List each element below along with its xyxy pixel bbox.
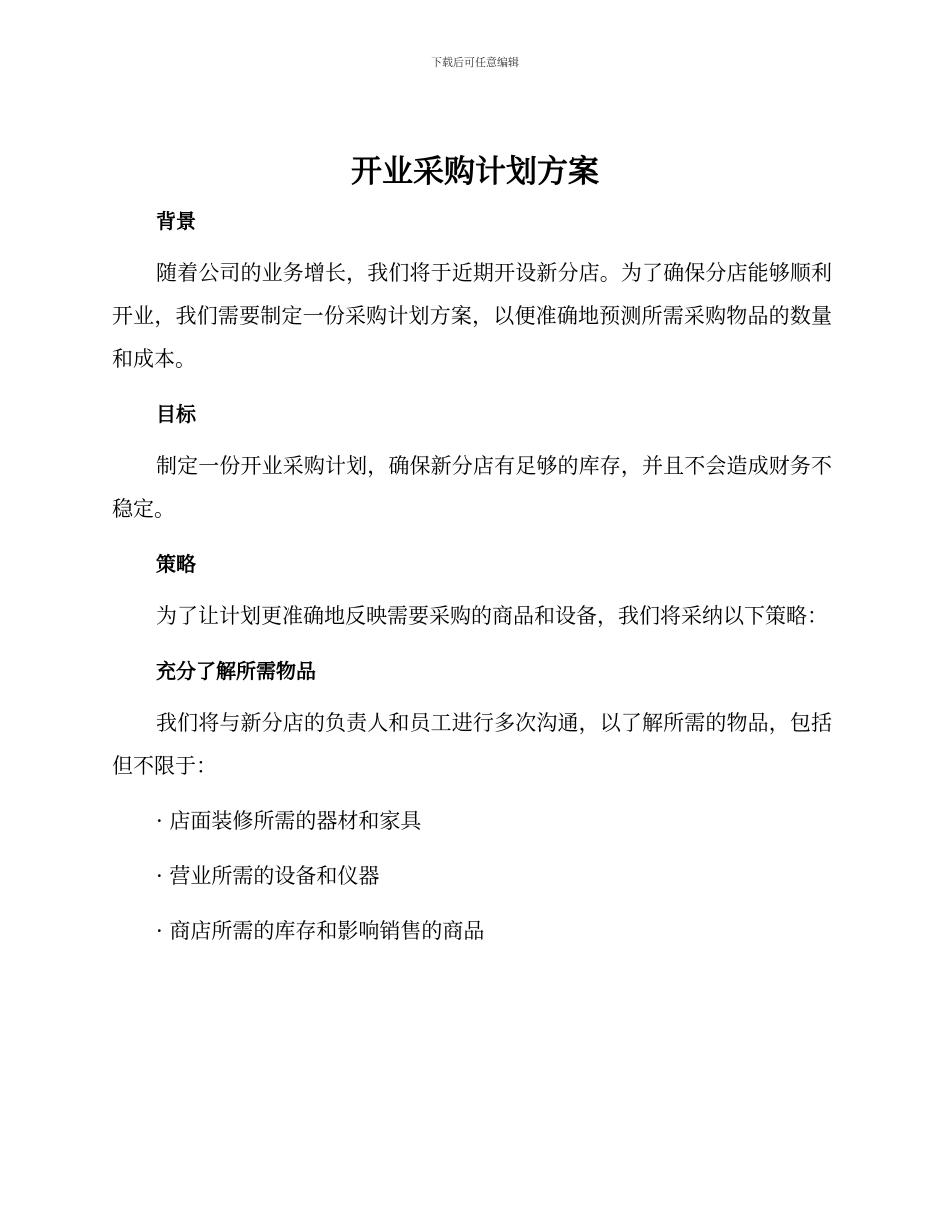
- section-background: [112, 200, 832, 381]
- document-body: [112, 200, 832, 953]
- section-goal: [112, 393, 832, 531]
- section-paragraph-understand-needs: 我们将与新分店的负责人和员工进行多次沟通，以了解所需的物品，包括但不限于：: [112, 711, 832, 778]
- section-understand-needs: [112, 650, 832, 953]
- list-item: · 商店所需的库存和影响销售的商品: [156, 919, 485, 943]
- section-paragraph-background: 随着公司的业务增长，我们将于近期开设新分店。为了确保分店能够顺利开业，我们需要制定一份采购计划方案，以便准确地预测所需采购物品的数量和成本。: [112, 261, 832, 371]
- document-title: 开业采购计划方案: [351, 154, 599, 190]
- list-item: · 营业所需的设备和仪器: [156, 864, 380, 888]
- section-strategy: [112, 543, 832, 638]
- header-note: 下载后可任意编辑: [431, 56, 519, 69]
- section-heading-understand-needs: 充分了解所需物品: [156, 659, 316, 683]
- section-heading-background: 背景: [156, 209, 196, 233]
- section-paragraph-strategy: 为了让计划更准确地反映需要采购的商品和设备，我们将采纳以下策略：: [156, 604, 828, 628]
- section-heading-strategy: 策略: [156, 552, 196, 576]
- section-paragraph-goal: 制定一份开业采购计划，确保新分店有足够的库存，并且不会造成财务不稳定。: [112, 454, 832, 521]
- section-heading-goal: 目标: [156, 402, 196, 426]
- list-item: · 店面装修所需的器材和家具: [156, 809, 422, 833]
